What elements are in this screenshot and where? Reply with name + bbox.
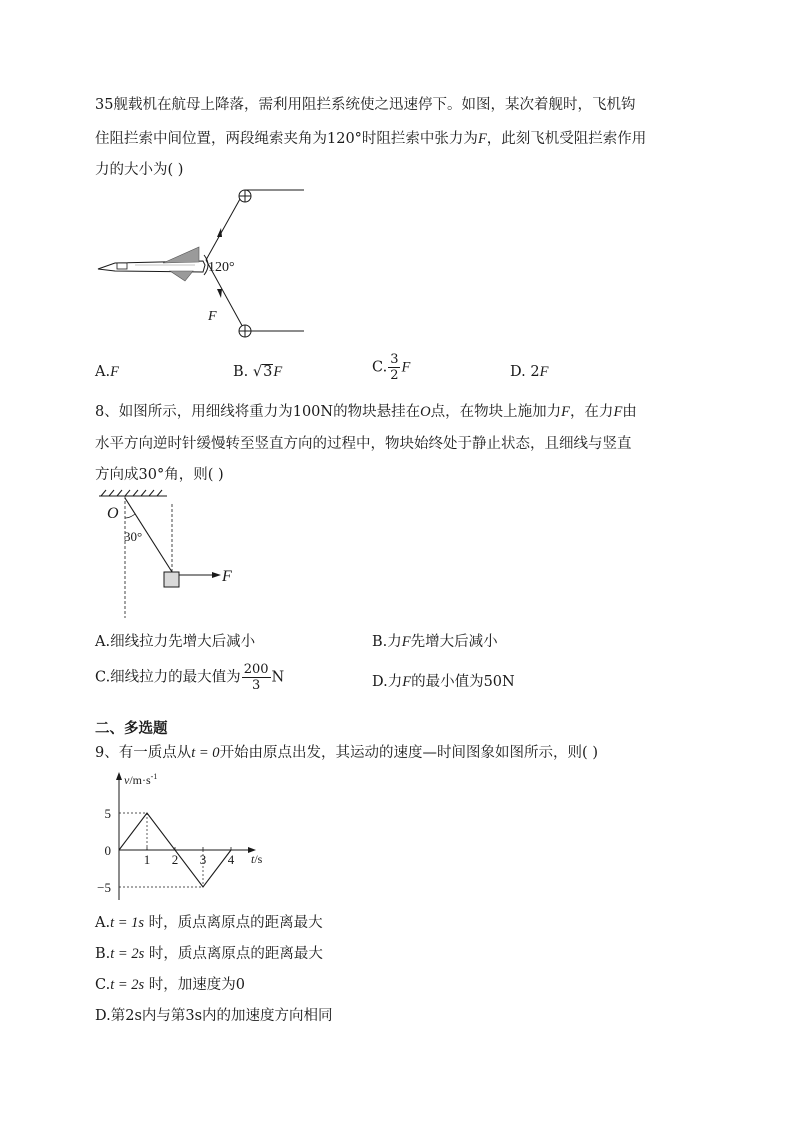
x-tick-label: 1: [143, 852, 151, 867]
y-tick-label: 5: [104, 806, 111, 821]
x-tick-label: 4: [227, 852, 235, 867]
q7-option-c[interactable]: C. $\frac{3}{2}$ F: [372, 352, 411, 383]
q9-option-b[interactable]: B.t = 2s 时，质点离原点的距离最大: [95, 946, 323, 962]
sqrt-symbol: √: [252, 364, 263, 380]
angle-arc: [125, 514, 135, 518]
q8-option-b[interactable]: B.力F先增大后减小: [372, 634, 498, 650]
q7-option-d[interactable]: D. 2F: [510, 364, 549, 380]
point-label: O: [107, 505, 119, 522]
q8-figure-hanging-block: [95, 490, 255, 620]
arrow-right-icon: [212, 572, 221, 578]
q9-option-c[interactable]: C.t = 2s 时，加速度为0: [95, 977, 245, 993]
q8-option-c[interactable]: C.细线拉力的最大值为 $\frac{200}{3}$ N: [95, 662, 285, 693]
q8-stem-line-3: 方向成30°角，则( ): [95, 467, 224, 483]
q7-stem-line-2: 住阻拦索中间位置，两段绳索夹角为120°时阻拦索中张力为F，此刻飞机受阻拦索作用: [95, 131, 647, 147]
q7-stem-line-1: 35舰载机在航母上降落，需利用阻拦系统使之迅速停下。如图，某次着舰时，飞机钩: [95, 97, 636, 113]
q7-stem-line-3: 力的大小为( ): [95, 162, 184, 178]
arrow-up-icon: [217, 228, 222, 237]
q9-option-d[interactable]: D.第2s内与第3s内的加速度方向相同: [95, 1008, 333, 1024]
q8-stem-line-2: 水平方向逆时针缓慢转至竖直方向的过程中，物块始终处于静止状态，且细线与竖直: [95, 436, 632, 452]
airplane-icon: [98, 247, 205, 281]
y-tick-label: 0: [104, 843, 111, 858]
x-axis-label: t/s: [251, 852, 263, 866]
angle-label: 120°: [208, 260, 235, 275]
pulley-top-icon: [239, 190, 251, 202]
q7-option-b[interactable]: B. √3F: [233, 364, 283, 380]
x-tick-label: 2: [171, 852, 179, 867]
q8-option-d[interactable]: D.力F的最小值为50N: [372, 674, 515, 690]
y-tick-label: −5: [97, 880, 111, 895]
y-axis-label: $v/m\cdot s^{-1}$: [124, 772, 158, 787]
pulley-bottom-icon: [239, 325, 251, 337]
section-heading: 二、多选题: [95, 721, 168, 737]
q9-option-a[interactable]: A.t = 1s 时，质点离原点的距离最大: [95, 915, 323, 931]
block: [164, 572, 179, 587]
force-label: F: [208, 309, 217, 324]
q9-stem: 9、有一质点从t = 0开始由原点出发，其运动的速度—时间图象如图所示，则( ): [95, 745, 598, 761]
x-tick-label: 3: [199, 852, 207, 867]
y-axis-arrow-icon: [116, 772, 122, 780]
q8-stem-line-1: 8、如图所示，用细线将重力为100N的物块悬挂在O点，在物块上施加力F，在力F由: [95, 404, 637, 420]
force-label: F: [222, 568, 232, 585]
angle-label: 30°: [124, 529, 143, 544]
q8-option-a[interactable]: A.细线拉力先增大后减小: [95, 634, 256, 650]
arrow-down-icon: [217, 289, 222, 298]
q7-figure-arresting-cable: [95, 185, 315, 345]
q7-option-a[interactable]: A.F: [95, 364, 119, 380]
q9-velocity-time-graph: [95, 768, 285, 903]
